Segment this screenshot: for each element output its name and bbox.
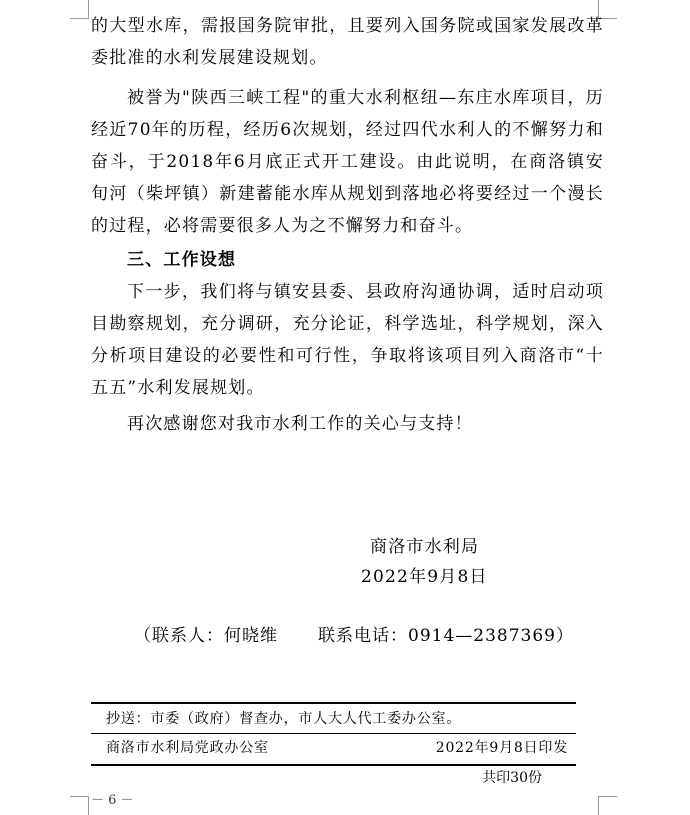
footer-print-date: 2022年9月8日印发 (435, 740, 568, 756)
footer-cc: 抄送：市委（政府）督查办，市人大人代工委办公室。 (106, 711, 462, 727)
footer-middle-rule (91, 733, 576, 734)
crop-mark-top-left (70, 0, 89, 19)
footer-top-rule (91, 702, 576, 704)
footer-issuer: 商洛市水利局党政办公室 (106, 740, 269, 756)
section-heading: 三、工作设想 (127, 250, 237, 270)
contact-person: （联系人：何晓维 (134, 626, 278, 646)
crop-mark-bottom-left (70, 796, 89, 815)
body-paragraph-2: 被誉为"陕西三峡工程"的重大水利枢纽—东庄水库项目，历经近70年的历程，经历6次规划，经过四代水利人的不懈努力和奋斗，于2018年6月底正式开工建设。由此说明，在商洛镇安旬河（柴坪镇）新建蓄能水库从规划到落地必将要经过一个漫长的过程，必将需要很多人为之不懈努力和奋斗。 (91, 88, 604, 236)
signature-date: 2022年9月8日 (361, 567, 488, 587)
body-paragraph-1: 的大型水库，需报国务院审批，且要列入国务院或国家发展改革委批准的水利发展建设规划。 (91, 16, 604, 68)
footer-copies: 共印30份 (482, 770, 542, 786)
crop-mark-bottom-right (598, 796, 617, 815)
contact-phone: 联系电话：0914—2387369） (318, 626, 574, 646)
contact-line (134, 624, 574, 648)
body-paragraph-4: 再次感谢您对我市水利工作的关心与支持！ (127, 414, 473, 434)
footer-bottom-rule (91, 764, 576, 766)
signature-organization: 商洛市水利局 (370, 537, 480, 557)
page-number: － 6 － (91, 793, 134, 808)
body-paragraph-3: 下一步，我们将与镇安县委、县政府沟通协调，适时启动项目勘察规划，充分调研，充分论证，科学选址，科学规划，深入分析项目建设的必要性和可行性，争取将该项目列入商洛市“十五五”水利发展规划。 (91, 282, 604, 398)
